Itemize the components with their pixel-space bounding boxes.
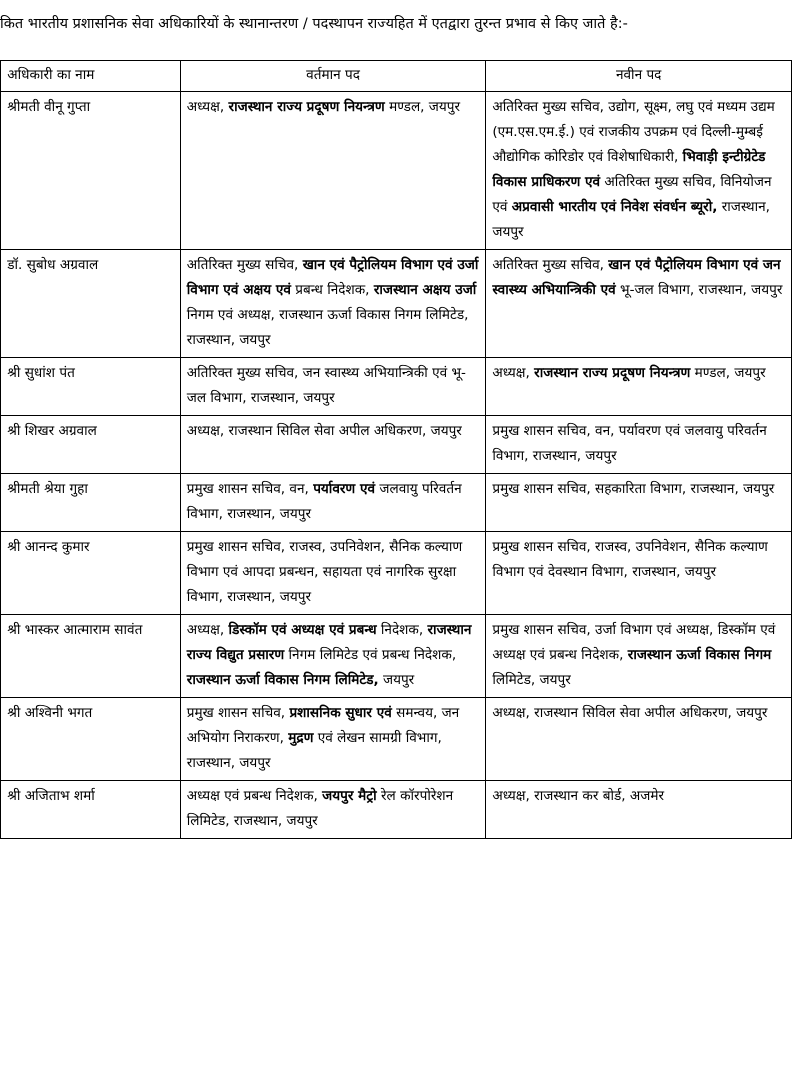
- bold-text-segment: अप्रवासी भारतीय एवं निवेश संवर्धन ब्यूरो,: [511, 199, 718, 215]
- new-post-cell: [486, 250, 792, 358]
- text-segment: प्रबन्ध निदेशक,: [290, 282, 374, 298]
- table-row: [0, 615, 792, 698]
- text-segment: निगम लिमिटेड एवं प्रबन्ध निदेशक,: [284, 647, 457, 663]
- officer-name-cell: डॉ. सुबोध अग्रवाल: [1, 250, 181, 358]
- transfer-table: [0, 60, 792, 839]
- table-row: [0, 358, 792, 416]
- bold-text-segment: पर्यावरण एवं: [313, 481, 376, 497]
- order-intro-heading: कित भारतीय प्रशासनिक सेवा अधिकारियों के स्थानान्तरण / पदस्थापन राज्यहित में एतद्वारा तुरन्त प्रभाव से किए जाते है:-: [0, 16, 628, 32]
- new-post-cell: [486, 474, 792, 532]
- text-segment: समन्वय, जन अभियोग निराकरण,: [186, 705, 460, 746]
- bold-text-segment: राजस्थान ऊर्जा विकास निगम: [627, 647, 772, 663]
- new-post-cell: [486, 532, 792, 615]
- table-row: [0, 474, 792, 532]
- officer-name-column-header: अधिकारी का नाम: [1, 61, 181, 92]
- text-segment: राजस्थान, जयपुर: [492, 199, 770, 240]
- text-segment: अध्यक्ष, राजस्थान कर बोर्ड, अजमेर: [492, 788, 665, 804]
- bold-text-segment: राजस्थान अक्षय उर्जा: [373, 282, 477, 298]
- table-row: [0, 532, 792, 615]
- text-segment: प्रमुख शासन सचिव, राजस्व, उपनिवेशन, सैनिक कल्याण विभाग एवं आपदा प्रबन्धन, सहायता एवं नागरिक सुरक्षा विभाग, राजस्थान, जयपुर: [186, 539, 463, 605]
- bold-text-segment: राजस्थान राज्य प्रदूषण नियन्त्रण: [534, 365, 691, 381]
- table-row: [0, 250, 792, 358]
- bold-text-segment: राजस्थान ऊर्जा विकास निगम लिमिटेड,: [186, 672, 379, 688]
- new-post-cell: [486, 698, 792, 781]
- text-segment: मण्डल, जयपुर: [690, 365, 766, 381]
- new-post-cell: [486, 416, 792, 474]
- text-segment: अतिरिक्त मुख्य सचिव,: [492, 257, 609, 273]
- new-post-cell: [486, 92, 792, 250]
- officer-name-cell: श्री भास्कर आत्माराम सावंत: [1, 615, 181, 698]
- text-segment: अध्यक्ष, राजस्थान सिविल सेवा अपील अधिकरण, जयपुर: [492, 705, 768, 721]
- text-segment: निगम एवं अध्यक्ष, राजस्थान ऊर्जा विकास निगम लिमिटेड, राजस्थान, जयपुर: [186, 307, 469, 348]
- current-post-cell: [180, 474, 486, 532]
- officer-name-cell: श्री आनन्द कुमार: [1, 532, 181, 615]
- officer-name-cell: श्री अजिताभ शर्मा: [1, 781, 181, 839]
- text-segment: निदेशक,: [376, 622, 428, 638]
- text-segment: लिमिटेड, जयपुर: [492, 672, 571, 688]
- officer-name-cell: श्री शिखर अग्रवाल: [1, 416, 181, 474]
- text-segment: एवं लेखन सामग्री विभाग, राजस्थान, जयपुर: [186, 730, 442, 771]
- bold-text-segment: खान एवं पैट्रोलियम विभाग एवं जन स्वास्थ्य अभियान्त्रिकी एवं: [492, 257, 781, 298]
- officer-name-cell: श्री सुधांश पंत: [1, 358, 181, 416]
- text-segment: अतिरिक्त मुख्य सचिव, विनियोजन एवं: [492, 174, 772, 215]
- current-post-column-header: वर्तमान पद: [180, 61, 486, 92]
- bold-text-segment: खान एवं पैट्रोलियम विभाग एवं उर्जा विभाग एवं अक्षय एवं: [186, 257, 479, 298]
- text-segment: अध्यक्ष, राजस्थान सिविल सेवा अपील अधिकरण, जयपुर: [186, 423, 462, 439]
- text-segment: अध्यक्ष एवं प्रबन्ध निदेशक,: [186, 788, 323, 804]
- text-segment: अध्यक्ष,: [492, 365, 535, 381]
- text-segment: अतिरिक्त मुख्य सचिव, उद्योग, सूक्ष्म, लघु एवं मध्यम उद्यम (एम.एस.एम.ई.) एवं राजकीय उपक्रम एवं दिल्ली-मुम्बई औद्योगिक कोरिडोर एवं विशेषाधिकारी,: [492, 99, 775, 165]
- new-post-cell: [486, 781, 792, 839]
- text-segment: जलवायु परिवर्तन विभाग, राजस्थान, जयपुर: [186, 481, 462, 522]
- table-row: [0, 698, 792, 781]
- current-post-cell: [180, 532, 486, 615]
- new-post-cell: [486, 615, 792, 698]
- current-post-cell: [180, 615, 486, 698]
- bold-text-segment: मुद्रण: [288, 730, 314, 746]
- text-segment: अध्यक्ष,: [186, 99, 229, 115]
- current-post-cell: [180, 358, 486, 416]
- current-post-cell: [180, 92, 486, 250]
- text-segment: अतिरिक्त मुख्य सचिव,: [186, 257, 303, 273]
- text-segment: अध्यक्ष,: [186, 622, 229, 638]
- table-header-row: [0, 61, 792, 92]
- new-post-column-header: नवीन पद: [486, 61, 792, 92]
- officer-name-cell: श्री अश्विनी भगत: [1, 698, 181, 781]
- bold-text-segment: डिस्कॉम एवं अध्यक्ष एवं प्रबन्ध: [228, 622, 377, 638]
- bold-text-segment: भिवाड़ी इन्टीग्रेटेड विकास प्राधिकरण एवं: [492, 149, 766, 190]
- text-segment: भू-जल विभाग, राजस्थान, जयपुर: [615, 282, 783, 298]
- table-row: [0, 416, 792, 474]
- bold-text-segment: राजस्थान राज्य प्रदूषण नियन्त्रण: [228, 99, 385, 115]
- text-segment: प्रमुख शासन सचिव, वन,: [186, 481, 314, 497]
- current-post-cell: [180, 416, 486, 474]
- bold-text-segment: प्रशासनिक सुधार एवं: [289, 705, 392, 721]
- text-segment: प्रमुख शासन सचिव, वन, पर्यावरण एवं जलवायु परिवर्तन विभाग, राजस्थान, जयपुर: [492, 423, 767, 464]
- bold-text-segment: जयपुर मैट्रो: [322, 788, 377, 804]
- text-segment: प्रमुख शासन सचिव, उर्जा विभाग एवं अध्यक्ष, डिस्कॉम एवं अध्यक्ष एवं प्रबन्ध निदेशक,: [492, 622, 776, 663]
- current-post-cell: [180, 781, 486, 839]
- text-segment: अतिरिक्त मुख्य सचिव, जन स्वास्थ्य अभियान्त्रिकी एवं भू-जल विभाग, राजस्थान, जयपुर: [186, 365, 466, 406]
- table-row: [0, 92, 792, 250]
- text-segment: रेल कॉरपोरेशन लिमिटेड, राजस्थान, जयपुर: [186, 788, 454, 829]
- text-segment: मण्डल, जयपुर: [384, 99, 461, 115]
- officer-name-cell: श्रीमती श्रेया गुहा: [1, 474, 181, 532]
- current-post-cell: [180, 698, 486, 781]
- bold-text-segment: राजस्थान राज्य विद्युत प्रसारण: [186, 622, 472, 663]
- officer-name-cell: श्रीमती वीनू गुप्ता: [1, 92, 181, 250]
- transfer-table-body: [0, 92, 792, 839]
- text-segment: प्रमुख शासन सचिव, सहकारिता विभाग, राजस्थान, जयपुर: [492, 481, 775, 497]
- text-segment: प्रमुख शासन सचिव,: [186, 705, 290, 721]
- table-row: [0, 781, 792, 839]
- text-segment: प्रमुख शासन सचिव, राजस्व, उपनिवेशन, सैनिक कल्याण विभाग एवं देवस्थान विभाग, राजस्थान, जयपुर: [492, 539, 768, 580]
- new-post-cell: [486, 358, 792, 416]
- current-post-cell: [180, 250, 486, 358]
- text-segment: जयपुर: [378, 672, 415, 688]
